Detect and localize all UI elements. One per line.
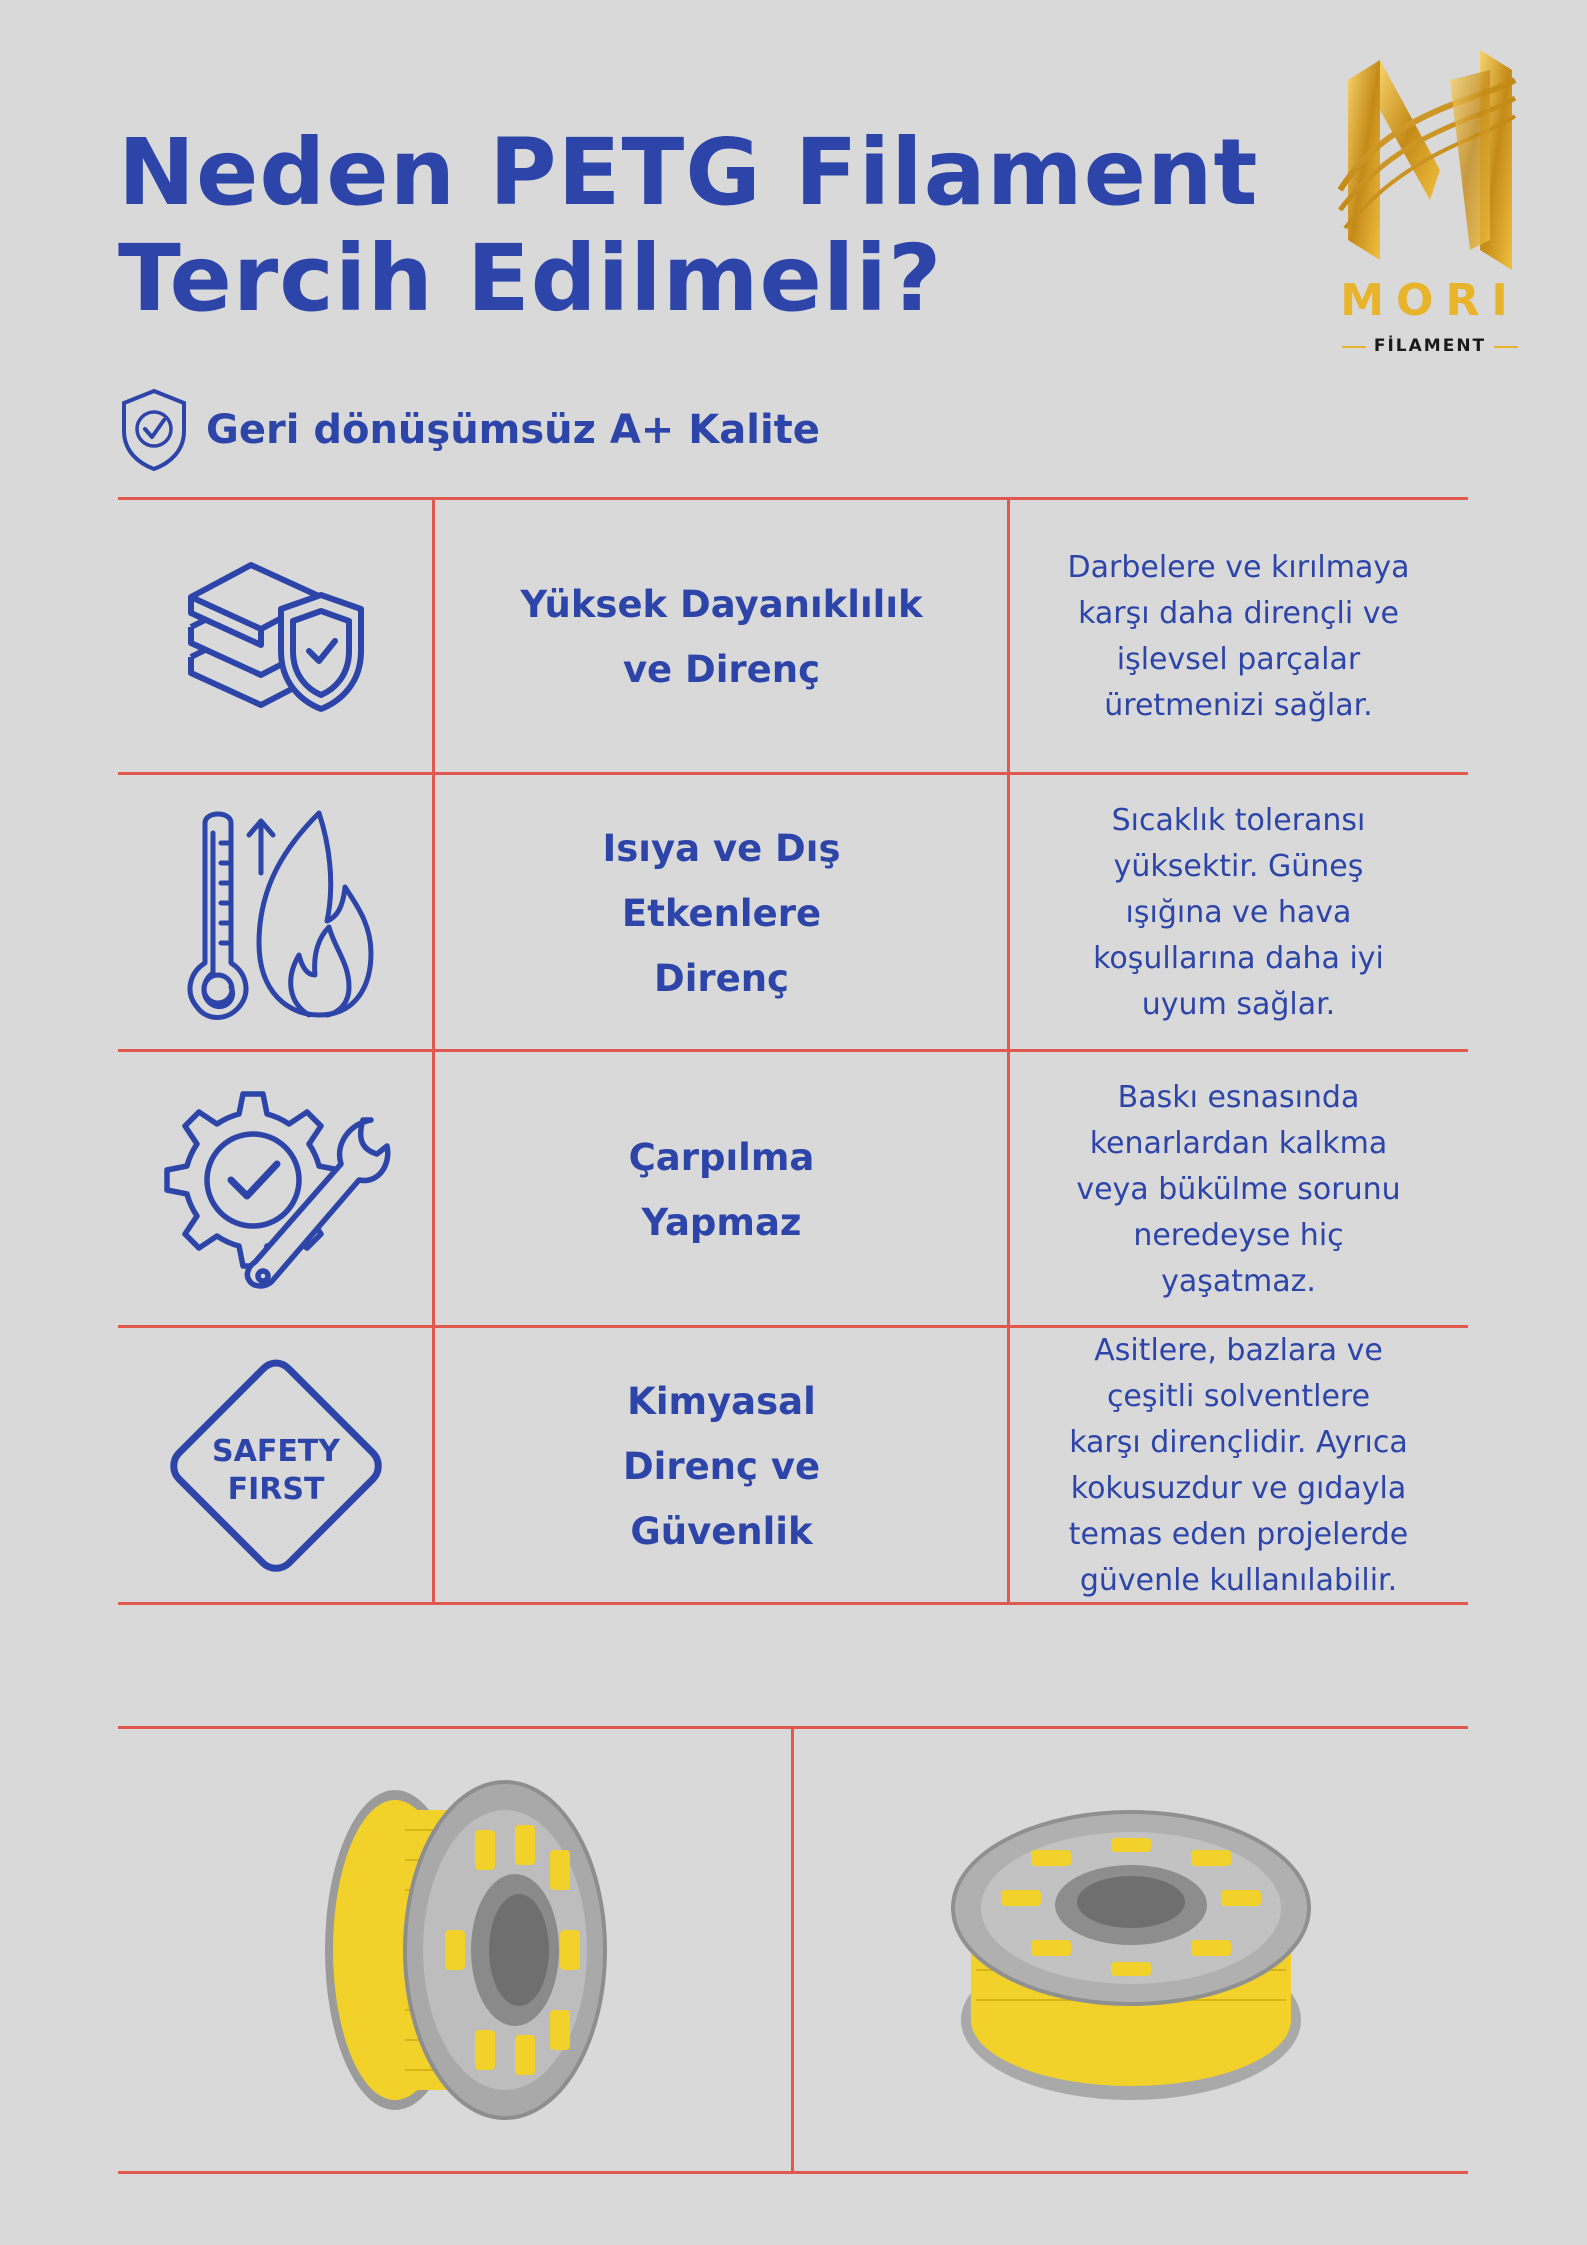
feature-icon-cell — [118, 775, 434, 1051]
logo-subtitle: FİLAMENT — [1373, 336, 1487, 356]
feature-description — [1009, 1328, 1468, 1604]
desc-line: neredeyse hiç — [1133, 1218, 1344, 1253]
desc-line: kenarlardan kalkma — [1089, 1126, 1388, 1161]
feature-table — [118, 497, 1468, 1605]
desc-line: uyum sağlar. — [1141, 987, 1336, 1022]
spool-top-icon — [941, 1790, 1321, 2110]
feature-description — [1009, 499, 1468, 775]
desc-line: güvenle kullanılabilir. — [1079, 1563, 1398, 1598]
feature-description — [1009, 1052, 1468, 1328]
feature-title-line: ve Direnç — [622, 648, 821, 691]
desc-line: Baskı esnasında — [1117, 1080, 1360, 1115]
feature-title — [434, 1328, 1009, 1604]
logo-brand: MORI — [1340, 275, 1520, 326]
spool-side-icon — [275, 1770, 635, 2130]
desc-line: temas eden projelerde — [1068, 1517, 1409, 1552]
feature-row — [118, 1328, 1468, 1604]
feature-title — [434, 499, 1009, 775]
desc-line: yaşatmaz. — [1161, 1264, 1316, 1299]
feature-title-line: Direnç — [653, 956, 789, 1000]
page-title — [118, 120, 1258, 332]
photo-section — [118, 1726, 1468, 2174]
thermometer-flame-icon — [171, 803, 381, 1023]
desc-line: işlevsel parçalar — [1116, 642, 1361, 677]
desc-line: koşullarına daha iyi — [1093, 941, 1384, 976]
feature-title-line: Kimyasal — [627, 1379, 816, 1423]
filament-spool-top-image — [794, 1726, 1468, 2174]
feature-title-line: Güvenlik — [630, 1509, 813, 1553]
feature-title-line: Etkenlere — [621, 891, 822, 935]
mori-logo — [1330, 40, 1530, 370]
feature-row — [118, 499, 1468, 775]
desc-line: karşı dirençlidir. Ayrıca — [1069, 1425, 1408, 1460]
desc-line: kokusuzdur ve gıdayla — [1070, 1471, 1407, 1506]
safety-sign-text-line-2: FIRST — [227, 1472, 325, 1507]
logo-mark-icon — [1330, 40, 1530, 270]
shield-check-icon — [118, 387, 190, 473]
quality-badge — [118, 385, 820, 475]
desc-line: ışığına ve hava — [1125, 895, 1352, 930]
logo-divider-right — [1494, 346, 1518, 348]
feature-title-line: Direnç ve — [622, 1444, 821, 1488]
desc-line: yüksektir. Güneş — [1113, 849, 1364, 884]
filament-spool-side-image — [118, 1726, 791, 2174]
feature-icon-cell — [118, 499, 434, 775]
feature-title-line: Çarpılma — [628, 1136, 815, 1179]
desc-line: Darbelere ve kırılmaya — [1067, 550, 1410, 585]
feature-icon-cell — [118, 1052, 434, 1328]
desc-line: veya bükülme sorunu — [1076, 1172, 1401, 1207]
gear-wrench-check-icon — [151, 1080, 401, 1300]
quality-text: Geri dönüşümsüz A+ Kalite — [206, 407, 820, 453]
desc-line: karşı daha dirençli ve — [1078, 596, 1399, 631]
feature-row — [118, 1052, 1468, 1328]
feature-title-line: Yüksek Dayanıklılık — [520, 583, 923, 626]
title-line-1: Neden PETG Filament — [118, 119, 1259, 226]
feature-icon-cell — [118, 1328, 434, 1604]
feature-title-line: Yapmaz — [641, 1201, 802, 1244]
feature-title — [434, 775, 1009, 1051]
layers-shield-icon — [171, 547, 381, 727]
safety-sign-text-line-1: SAFETY — [212, 1434, 340, 1469]
desc-line: çeşitli solventlere — [1106, 1379, 1371, 1414]
safety-first-sign-icon — [161, 1351, 391, 1581]
feature-row — [118, 775, 1468, 1051]
feature-title-line: Isıya ve Dış — [602, 826, 841, 870]
feature-description — [1009, 775, 1468, 1051]
title-line-2: Tercih Edilmeli? — [118, 225, 943, 332]
desc-line: Asitlere, bazlara ve — [1094, 1333, 1383, 1368]
feature-title — [434, 1052, 1009, 1328]
desc-line: üretmenizi sağlar. — [1104, 688, 1373, 723]
desc-line: Sıcaklık toleransı — [1111, 803, 1366, 838]
